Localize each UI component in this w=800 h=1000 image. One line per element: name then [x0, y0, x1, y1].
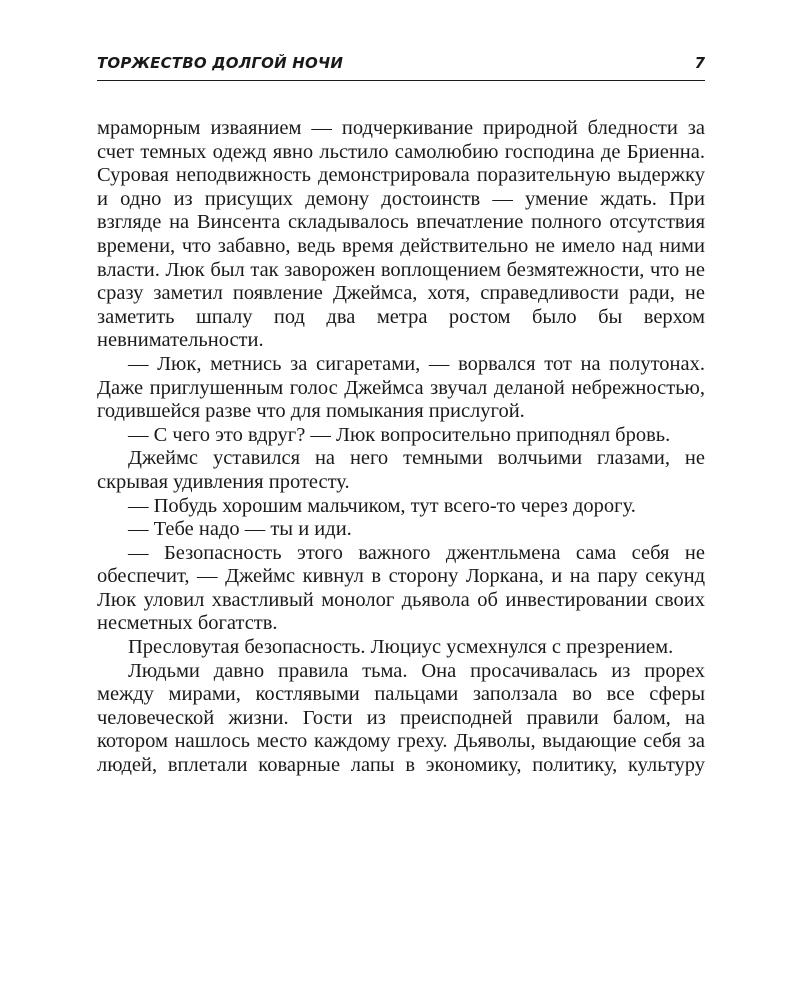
paragraph: Пресловутая безопасность. Люциус усмехнулся с презрением.	[128, 636, 674, 659]
paragraph: — Тебе надо — ты и иди.	[128, 518, 352, 541]
paragraph: — Безопасность этого важного джентльмена сама себя не обеспечит, — Джеймс кивнул в сторону Лоркана, и на пару секунд Люк уловил хвастливый монолог дьявола об инвестировании своих несметных богатств.	[97, 541, 705, 635]
page-number: 7	[694, 54, 705, 72]
running-title: ТОРЖЕСТВО ДОЛГОЙ НОЧИ	[97, 54, 344, 72]
paragraph: Людьми давно правила тьма. Она просачивалась из прорех между мирами, костлявыми пальцами заползала во все сферы человеческой жизни. Гости из преисподней правили балом, на котором нашлось место каждому греху. Дьяволы, выдающие себя за людей, вплетали коварные лапы в экономику, политику, культуру	[97, 659, 705, 777]
paragraph: — Побудь хорошим мальчиком, тут всего-то через дорогу.	[128, 494, 636, 517]
paragraph: Джеймс уставился на него темными волчьими глазами, не скрывая удивления протесту.	[97, 447, 705, 493]
book-page	[97, 52, 705, 778]
paragraph: — С чего это вдруг? — Люк вопросительно приподнял бровь.	[128, 423, 671, 446]
paragraph: — Люк, метнись за сигаретами, — ворвался тот на полутонах. Даже приглушенным голос Джеймса звучал деланой небрежностью, годившейся разве что для помыкания прислугой.	[97, 352, 705, 423]
paragraph: мраморным изваянием — подчеркивание природной бледности за счет темных одежд явно льстило самолюбию господина де Бриенна. Суровая неподвижность демонстрировала поразительную выдержку и одно из присущих демону достоинств — умение ждать. При взгляде на Винсента складывалось впечатление полного отсутствия времени, что забавно, ведь время действительно не имело над ними власти. Люк был так заворожен воплощением безмятежности, что не сразу заметил появление Джеймса, хотя, справедливости ради, не заметить шпалу под два метра ростом было бы верхом невнимательности.	[97, 117, 705, 352]
body-text	[97, 117, 705, 778]
running-header	[97, 52, 705, 81]
